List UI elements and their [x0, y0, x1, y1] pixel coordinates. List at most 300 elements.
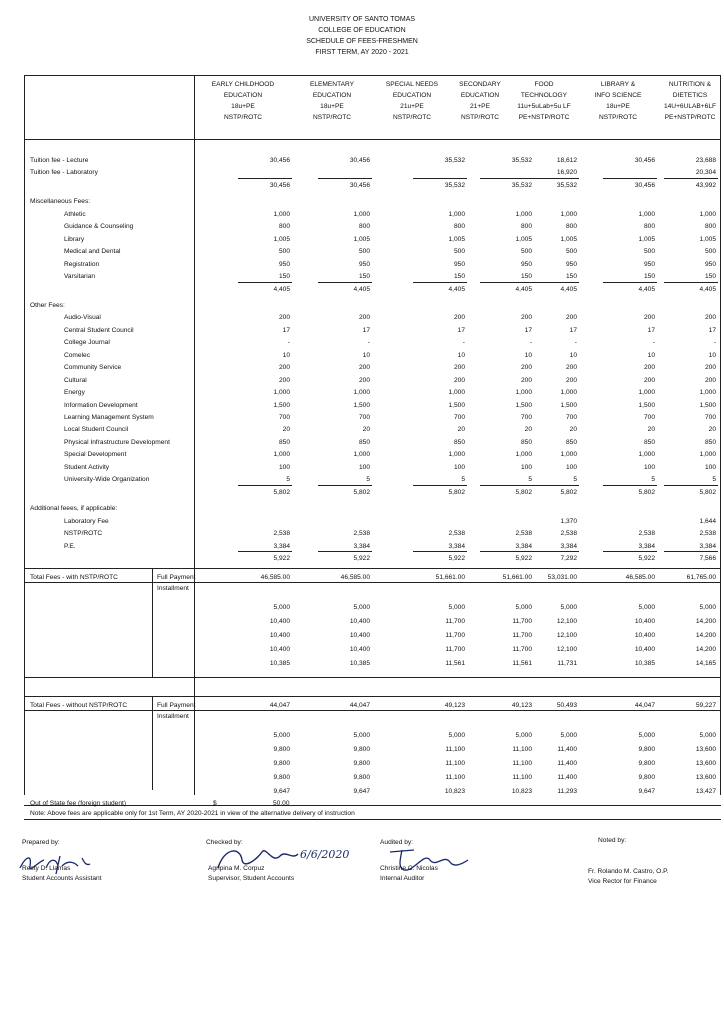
- column-header-line: EDUCATION: [460, 92, 500, 99]
- fee-cell: 200: [358, 314, 370, 322]
- subtotal-rule: [413, 282, 467, 283]
- subtotal-cell: 4,405: [699, 285, 716, 293]
- footer-note: Note: Above fees are applicable only for 1st Term, AY 2020-2021 in view of the alternative delivery of instruction: [30, 810, 355, 817]
- noted-by-title: Vice Rector for Finance: [588, 878, 657, 885]
- fee-item-label: College Journal: [64, 339, 110, 347]
- fee-cell: 200: [453, 376, 465, 384]
- full-payment-cell: 44,047: [349, 702, 370, 709]
- fee-item-label: Special Development: [64, 451, 127, 459]
- currency-symbol: $: [213, 800, 217, 807]
- fee-cell: 950: [565, 260, 577, 268]
- fee-cell: 5: [712, 476, 716, 484]
- fee-cell: 950: [520, 260, 532, 268]
- installment-cell: 5,000: [515, 732, 532, 739]
- subtotal-rule: [603, 178, 657, 179]
- subtotal-rule: [664, 551, 718, 552]
- fee-cell: 200: [453, 314, 465, 322]
- subtotal-cell: 5,922: [515, 554, 532, 562]
- fee-cell: 5: [528, 476, 532, 484]
- installment-cell: 13,600: [695, 774, 716, 781]
- subtotal-cell: 5,922: [273, 554, 290, 562]
- installment-cell: 11,100: [445, 746, 465, 753]
- fee-cell: 1,000: [560, 451, 577, 459]
- subtotal-cell: 4,405: [273, 285, 290, 293]
- college-name: COLLEGE OF EDUCATION: [318, 27, 406, 34]
- column-header: [650, 79, 724, 123]
- column-header: [203, 79, 283, 123]
- installment-cell: 10,400: [634, 632, 655, 639]
- full-payment-cell: 46,585.00: [625, 574, 655, 581]
- column-header-line: NUTRITION &: [668, 81, 712, 88]
- fee-cell: 100: [358, 463, 370, 471]
- full-payment-cell: 53,031.00: [547, 574, 577, 581]
- subtotal-rule: [525, 178, 579, 179]
- fee-cell: 500: [520, 248, 532, 256]
- totals-label: Total Fees - with NSTP/ROTC: [30, 574, 118, 581]
- installment-cell: 10,400: [349, 632, 370, 639]
- fee-cell: 500: [643, 248, 655, 256]
- column-header-line: 21+PE: [470, 103, 490, 110]
- fee-cell: 1,005: [448, 235, 465, 243]
- installment-cell: 12,100: [556, 646, 577, 653]
- installment-cell: 10,400: [269, 632, 290, 639]
- fee-cell: 700: [358, 414, 370, 421]
- installment-cell: 9,800: [638, 746, 655, 753]
- installment-cell: 14,200: [695, 632, 716, 639]
- fee-cell: 200: [358, 376, 370, 384]
- installment-cell: 11,400: [557, 774, 577, 781]
- fee-cell: 1,000: [638, 451, 655, 459]
- subtotal-rule: [525, 485, 579, 486]
- installment-cell: 10,385: [349, 660, 370, 667]
- column-header-line: EARLY CHILDHOOD: [211, 81, 275, 88]
- prepared-by-name: Resty D. Llamas: [22, 865, 71, 872]
- fee-cell: 800: [453, 223, 465, 231]
- fee-cell: 1,005: [273, 235, 290, 243]
- column-header-line: 14U+6ULAB+6LF: [663, 103, 717, 110]
- fee-cell: 17: [362, 326, 370, 334]
- fee-cell: 1,500: [353, 401, 370, 409]
- checked-by-title: Supervisor, Student Accounts: [208, 875, 295, 882]
- installment-cell: 5,000: [448, 732, 465, 739]
- fee-cell: 200: [520, 376, 532, 384]
- installment-cell: 11,731: [557, 660, 577, 667]
- fee-cell: 950: [278, 260, 290, 268]
- fee-cell: 3,384: [699, 542, 716, 550]
- fee-cell: 1,500: [638, 401, 655, 409]
- fee-cell: 200: [643, 376, 655, 384]
- fee-cell: 17: [457, 326, 465, 334]
- fee-cell: 5: [286, 476, 290, 484]
- fee-cell: 800: [565, 223, 577, 231]
- installment-label: Installment: [157, 713, 189, 720]
- installment-cell: 13,600: [695, 746, 716, 753]
- fee-cell: 10: [524, 351, 532, 359]
- fee-cell: 700: [643, 414, 655, 421]
- subtotal-rule: [238, 282, 292, 283]
- subtotal-cell: 5,802: [353, 488, 370, 496]
- fee-item-label: Energy: [64, 389, 85, 397]
- table-left-border: [24, 75, 25, 795]
- installment-cell: 10,823: [511, 788, 532, 795]
- subtotal-cell: 5,802: [699, 488, 716, 496]
- fee-cell: 1,000: [353, 451, 370, 459]
- full-payment-cell: 51,661.00: [435, 574, 465, 581]
- fee-cell: 1,000: [560, 210, 577, 218]
- noted-by-name: Fr. Rolando M. Castro, O.P.: [588, 868, 669, 875]
- installment-cell: 11,700: [512, 618, 532, 625]
- fee-cell: 850: [704, 438, 716, 446]
- column-header-line: 18u+PE: [320, 103, 344, 110]
- installment-cell: 5,000: [515, 604, 532, 611]
- noted-by-label: Noted by:: [598, 837, 627, 844]
- fee-cell: 200: [278, 364, 290, 372]
- fee-cell: 5: [651, 476, 655, 484]
- label-column-divider: [194, 75, 195, 795]
- full-payment-cell: 46,585.00: [340, 574, 370, 581]
- installment-cell: 10,400: [634, 618, 655, 625]
- fee-cell: -: [529, 339, 532, 347]
- full-payment-label: Full Payment: [157, 702, 196, 709]
- fee-item-label: Information Development: [64, 401, 138, 409]
- installment-cell: 12,100: [556, 632, 577, 639]
- subtotal-cell: 35,532: [444, 181, 465, 189]
- fee-cell: 100: [565, 463, 577, 471]
- subtotal-rule: [318, 485, 372, 486]
- column-header-line: 18u+PE: [231, 103, 255, 110]
- fee-cell: 200: [704, 364, 716, 372]
- fee-cell: 800: [278, 223, 290, 231]
- installment-cell: 9,647: [273, 788, 290, 795]
- fee-item-label: Varsitarian: [64, 273, 96, 281]
- prepared-by-label: Prepared by:: [22, 839, 60, 846]
- column-header-line: LIBRARY &: [600, 81, 636, 88]
- fee-cell: 800: [704, 223, 716, 231]
- installment-cell: 14,200: [695, 646, 716, 653]
- fee-cell: 950: [704, 260, 716, 268]
- checked-by-name: Agripina M. Corpuz: [208, 865, 265, 872]
- fee-cell: 150: [358, 273, 370, 281]
- fee-item-label: Comelec: [64, 351, 91, 359]
- fee-cell: 950: [358, 260, 370, 268]
- fee-cell: 1,000: [353, 389, 370, 397]
- installment-cell: 5,000: [560, 604, 577, 611]
- subtotal-rule: [603, 551, 657, 552]
- installment-cell: 9,800: [353, 746, 370, 753]
- fee-item-label: Central Student Council: [64, 326, 134, 334]
- fee-cell: 16,920: [556, 169, 577, 177]
- out-of-state-label: Out of State fee (foreign student): [30, 800, 127, 807]
- audited-by-label: Audited by:: [380, 839, 413, 846]
- fee-cell: 17: [524, 326, 532, 334]
- fee-cell: 1,644: [699, 517, 716, 525]
- fee-cell: 2,538: [638, 530, 655, 538]
- fee-cell: 20: [282, 426, 290, 434]
- fee-cell: 700: [520, 414, 532, 421]
- column-header-line: EDUCATION: [392, 92, 432, 99]
- installment-cell: 9,800: [353, 760, 370, 767]
- totals-bottom-rule: [24, 805, 721, 806]
- installment-cell: 9,800: [638, 774, 655, 781]
- fee-cell: -: [462, 339, 465, 347]
- fee-cell: 500: [278, 248, 290, 256]
- full-payment-cell: 59,227: [695, 702, 716, 709]
- fee-cell: 1,370: [560, 517, 577, 525]
- fee-item-label: University-Wide Organization: [64, 476, 150, 484]
- fee-cell: 150: [520, 273, 532, 281]
- fee-cell: 800: [643, 223, 655, 231]
- fee-item-label: NSTP/ROTC: [64, 530, 103, 538]
- column-header-line: EDUCATION: [312, 92, 352, 99]
- table-bottom-border: [24, 819, 721, 820]
- installment-cell: 11,700: [512, 646, 532, 653]
- fee-cell: 1,005: [699, 235, 716, 243]
- totals-top-rule: [24, 696, 721, 697]
- installment-cell: 9,800: [273, 774, 290, 781]
- fee-cell: 1,000: [638, 389, 655, 397]
- installment-cell: 10,400: [634, 646, 655, 653]
- fee-cell: 150: [278, 273, 290, 281]
- fee-cell: 500: [704, 248, 716, 256]
- fee-cell: 20: [457, 426, 465, 434]
- fee-cell: 1,000: [699, 389, 716, 397]
- column-header-line: DIETETICS: [672, 92, 708, 99]
- subtotal-cell: 30,456: [349, 181, 370, 189]
- fee-cell: 850: [520, 438, 532, 446]
- column-header-line: 11u+5uLab+5u LF: [517, 103, 571, 110]
- fee-cell: 3,384: [273, 542, 290, 550]
- fee-cell: 200: [278, 314, 290, 322]
- full-payment-cell: 46,585.00: [260, 574, 290, 581]
- column-header-line: PE+NSTP/ROTC: [664, 114, 716, 121]
- installment-cell: 5,000: [699, 604, 716, 611]
- fee-cell: 850: [278, 438, 290, 446]
- university-name: UNIVERSITY OF SANTO TOMAS: [308, 16, 416, 23]
- fee-cell: 1,500: [560, 401, 577, 409]
- subtotal-cell: 35,532: [556, 181, 577, 189]
- subtotal-cell: 4,405: [353, 285, 370, 293]
- fee-cell: 100: [278, 463, 290, 471]
- fee-cell: 150: [453, 273, 465, 281]
- subtotal-cell: 5,922: [353, 554, 370, 562]
- fee-cell: 20: [708, 426, 716, 434]
- column-header-line: ELEMENTARY: [309, 81, 355, 88]
- full-payment-cell: 61,765.00: [686, 574, 716, 581]
- full-payment-rule: [24, 582, 721, 583]
- fee-cell: 200: [565, 364, 577, 372]
- fee-cell: 17: [282, 326, 290, 334]
- fee-cell: 200: [704, 376, 716, 384]
- fee-cell: 2,538: [353, 530, 370, 538]
- payment-column-divider: [152, 568, 153, 678]
- fee-item-label: Local Student Council: [64, 426, 129, 434]
- fee-cell: 20: [524, 426, 532, 434]
- fee-cell: 1,500: [448, 401, 465, 409]
- installment-cell: 5,000: [448, 604, 465, 611]
- section-label: Tuition fee - Laboratory: [30, 169, 98, 177]
- fee-cell: 1,000: [448, 451, 465, 459]
- installment-cell: 10,400: [349, 618, 370, 625]
- fee-cell: 20: [569, 426, 577, 434]
- fee-cell: 800: [358, 223, 370, 231]
- subtotal-cell: 5,802: [273, 488, 290, 496]
- payment-column-divider: [152, 696, 153, 790]
- subtotal-rule: [318, 551, 372, 552]
- column-header-line: SPECIAL NEEDS: [385, 81, 439, 88]
- subtotal-cell: 43,992: [695, 181, 716, 189]
- installment-cell: 10,385: [269, 660, 290, 667]
- fee-item-label: Learning Management System: [64, 414, 154, 421]
- fee-cell: -: [367, 339, 370, 347]
- fee-item-label: Athletic: [64, 210, 86, 218]
- fee-cell: 200: [643, 364, 655, 372]
- fee-cell: 150: [704, 273, 716, 281]
- installment-cell: 10,400: [349, 646, 370, 653]
- fee-cell: 17: [569, 326, 577, 334]
- subtotal-cell: 5,802: [560, 488, 577, 496]
- fee-cell: 5: [461, 476, 465, 484]
- subtotal-cell: 5,802: [448, 488, 465, 496]
- subtotal-rule: [603, 485, 657, 486]
- installment-cell: 11,100: [512, 760, 532, 767]
- column-header: [578, 79, 658, 123]
- subtotal-rule: [525, 282, 579, 283]
- installment-cell: 11,561: [512, 660, 532, 667]
- table-top-border: [24, 75, 721, 76]
- subtotal-rule: [318, 282, 372, 283]
- fee-cell: 5: [573, 476, 577, 484]
- fee-cell: 1,005: [353, 235, 370, 243]
- full-payment-rule: [24, 710, 721, 711]
- fee-item-label: Laboratory Fee: [64, 517, 109, 525]
- subtotal-cell: 30,456: [634, 181, 655, 189]
- fee-cell: 700: [704, 414, 716, 421]
- fee-item-label: Medical and Dental: [64, 248, 121, 256]
- fee-cell: 3,384: [560, 542, 577, 550]
- header-divider: [24, 139, 721, 140]
- audited-by-title: Internal Auditor: [380, 875, 425, 882]
- subtotal-rule: [603, 282, 657, 283]
- column-header: [292, 79, 372, 123]
- subtotal-rule: [413, 485, 467, 486]
- column-header-line: NSTP/ROTC: [392, 114, 432, 121]
- installment-cell: 13,600: [695, 760, 716, 767]
- fee-cell: 2,538: [273, 530, 290, 538]
- column-header-line: NSTP/ROTC: [598, 114, 638, 121]
- fee-cell: 1,000: [560, 389, 577, 397]
- column-header-line: PE+NSTP/ROTC: [518, 114, 570, 121]
- subtotal-rule: [413, 178, 467, 179]
- fee-cell: 200: [278, 376, 290, 384]
- fee-cell: 200: [565, 314, 577, 322]
- fee-cell: -: [287, 339, 290, 347]
- installment-cell: 9,800: [353, 774, 370, 781]
- subtotal-rule: [318, 178, 372, 179]
- fee-cell: 950: [643, 260, 655, 268]
- audited-by-name: Christine C. Nicolas: [380, 865, 438, 872]
- table-right-border: [720, 75, 721, 795]
- column-header-line: INFO SCIENCE: [594, 92, 642, 99]
- fee-cell: 2,538: [515, 530, 532, 538]
- fee-cell: 10: [282, 351, 290, 359]
- installment-cell: 11,700: [445, 618, 465, 625]
- fee-cell: 2,538: [699, 530, 716, 538]
- fee-cell: 100: [643, 463, 655, 471]
- fee-cell: 200: [453, 364, 465, 372]
- installment-cell: 5,000: [638, 604, 655, 611]
- fee-cell: 800: [520, 223, 532, 231]
- fee-cell: 35,532: [444, 157, 465, 164]
- subtotal-cell: 7,292: [560, 554, 577, 562]
- fee-cell: 1,000: [273, 389, 290, 397]
- fee-cell: 200: [643, 314, 655, 322]
- fee-cell: 20,304: [695, 169, 716, 177]
- fee-cell: 700: [453, 414, 465, 421]
- installment-cell: 10,385: [634, 660, 655, 667]
- fee-cell: 5: [366, 476, 370, 484]
- fee-item-label: Community Service: [64, 364, 122, 372]
- installment-cell: 9,800: [273, 760, 290, 767]
- out-of-state-value: 50.00: [273, 800, 290, 807]
- column-header-line: FOOD: [534, 81, 554, 88]
- installment-cell: 11,400: [557, 746, 577, 753]
- fee-item-label: Registration: [64, 260, 100, 268]
- fee-cell: 3,384: [638, 542, 655, 550]
- checked-by-label: Checked by:: [206, 839, 243, 846]
- installment-cell: 9,647: [638, 788, 655, 795]
- fee-cell: -: [713, 339, 716, 347]
- fee-cell: 1,000: [515, 389, 532, 397]
- fee-cell: 30,456: [269, 157, 290, 164]
- installment-cell: 9,647: [353, 788, 370, 795]
- fee-cell: 3,384: [515, 542, 532, 550]
- installment-cell: 13,427: [695, 788, 716, 795]
- section-label: Miscellaneous Fees:: [30, 198, 91, 206]
- column-header-line: TECHNOLOGY: [520, 92, 568, 99]
- column-header-line: NSTP/ROTC: [460, 114, 500, 121]
- installment-cell: 5,000: [699, 732, 716, 739]
- column-header-line: NSTP/ROTC: [312, 114, 352, 121]
- fee-cell: 850: [358, 438, 370, 446]
- fee-cell: 100: [704, 463, 716, 471]
- fee-cell: 1,005: [560, 235, 577, 243]
- fee-cell: 10: [457, 351, 465, 359]
- fee-cell: 950: [453, 260, 465, 268]
- fee-cell: 23,688: [695, 157, 716, 164]
- document-title: SCHEDULE OF FEES-FRESHMEN: [306, 38, 418, 45]
- column-header-line: NSTP/ROTC: [223, 114, 263, 121]
- installment-cell: 5,000: [638, 732, 655, 739]
- fee-cell: 500: [565, 248, 577, 256]
- fee-cell: -: [574, 339, 577, 347]
- column-header: [504, 79, 584, 123]
- fee-cell: 1,000: [699, 451, 716, 459]
- prepared-by-title: Student Accounts Assistant: [22, 875, 102, 882]
- fee-cell: 200: [565, 376, 577, 384]
- fee-cell: 30,456: [634, 157, 655, 164]
- fee-cell: 17: [708, 326, 716, 334]
- installment-cell: 11,400: [557, 760, 577, 767]
- subtotal-cell: 7,566: [699, 554, 716, 562]
- fee-cell: 850: [643, 438, 655, 446]
- fee-cell: 850: [453, 438, 465, 446]
- fee-cell: 1,000: [273, 210, 290, 218]
- fee-cell: 17: [647, 326, 655, 334]
- fee-cell: 3,384: [353, 542, 370, 550]
- subtotal-cell: 4,405: [448, 285, 465, 293]
- installment-cell: 11,700: [445, 646, 465, 653]
- installment-cell: 9,800: [638, 760, 655, 767]
